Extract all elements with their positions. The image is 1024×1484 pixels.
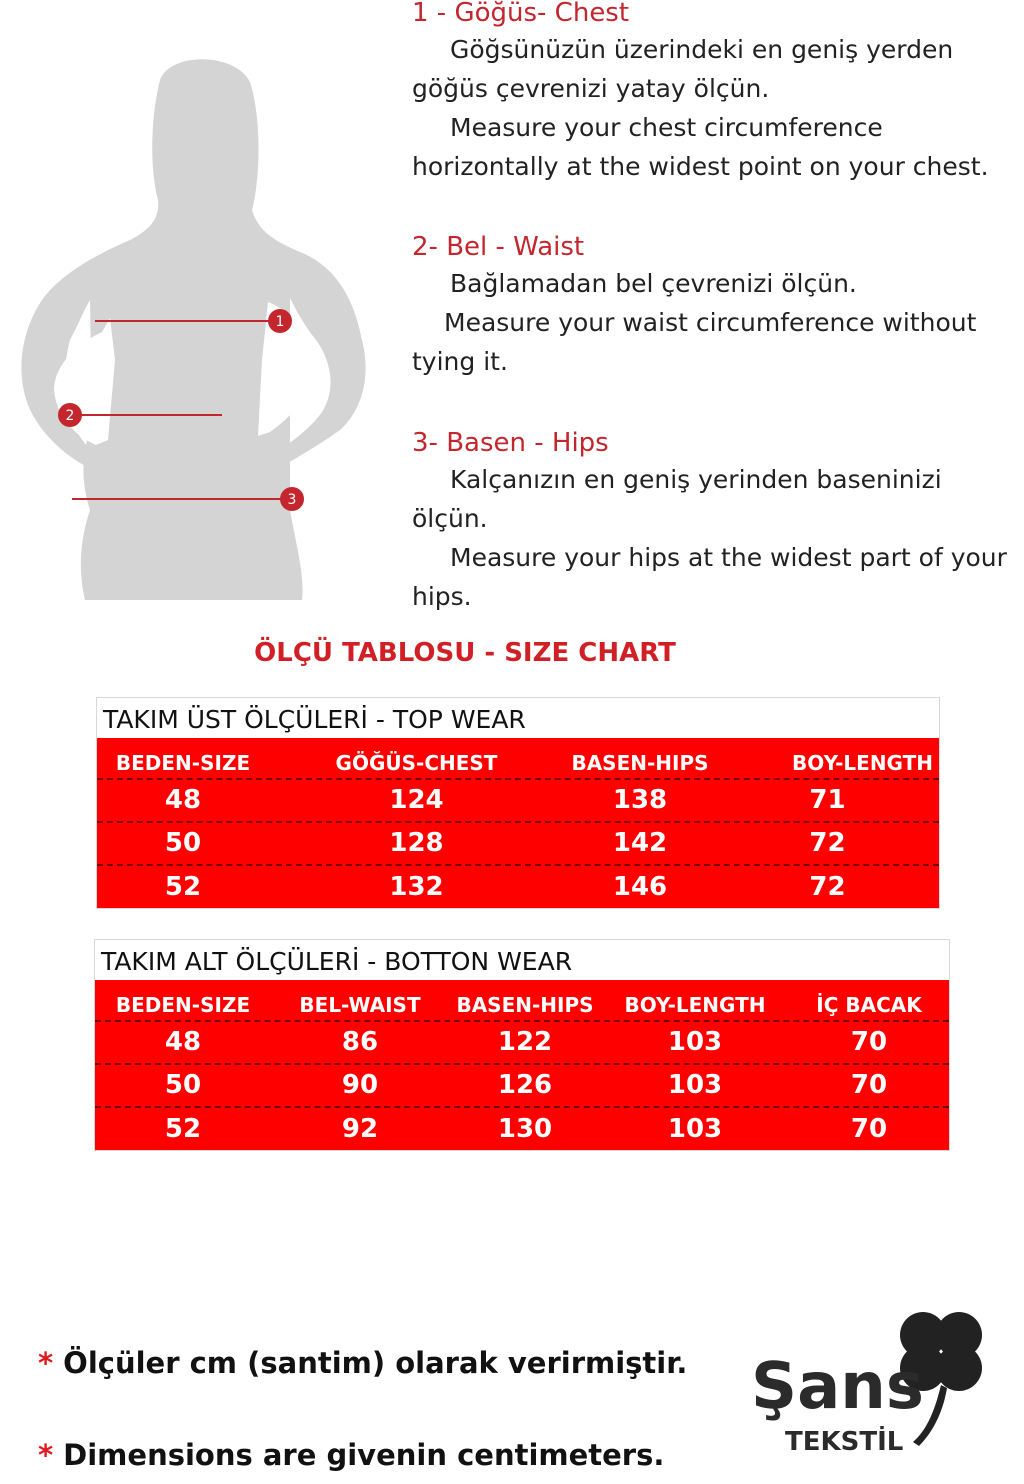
table-cell: 126 (497, 1070, 553, 1100)
table-cell: 103 (667, 1114, 723, 1144)
table-cell: 52 (164, 872, 202, 902)
header-cell: BASEN-HIPS (571, 751, 709, 775)
table-caption: TAKIM ÜST ÖLÇÜLERİ - TOP WEAR (103, 705, 526, 734)
table-cell: 70 (850, 1027, 888, 1057)
section-text-tr: Göğsünüzün üzerindeki en geniş yerden göğüs çevrenizi yatay ölçün. (412, 35, 954, 103)
table-cell: 50 (164, 1070, 202, 1100)
table-cell: 50 (164, 828, 202, 858)
marker-2-label: 2 (65, 408, 75, 424)
table-cell: 71 (809, 785, 846, 815)
table-cell: 132 (389, 872, 444, 902)
header-cell: BEDEN-SIZE (115, 993, 251, 1017)
section-title: 2- Bel - Waist (412, 232, 585, 262)
top-wear-table (96, 697, 940, 909)
section-text-tr: Bağlamadan bel çevrenizi ölçün. (450, 269, 857, 298)
table-cell: 48 (164, 785, 202, 815)
section-text-en: Measure your chest circumference horizontally at the widest point on your chest. (412, 113, 989, 181)
table-cell: 130 (497, 1114, 553, 1144)
table-row (97, 823, 939, 866)
table-cell: 92 (341, 1114, 379, 1144)
body-measurement-figure (10, 40, 380, 600)
table-header-row (95, 980, 949, 1022)
asterisk-icon: * (38, 1346, 54, 1380)
table-cell: 86 (341, 1027, 379, 1057)
note-units-tr (38, 1346, 687, 1380)
header-cell: İÇ BACAK (816, 993, 922, 1017)
table-cell: 103 (667, 1070, 723, 1100)
bottom-wear-table (94, 939, 950, 1151)
table-cell: 124 (389, 785, 444, 815)
table-cell: 90 (341, 1070, 379, 1100)
table-cell: 142 (612, 828, 668, 858)
marker-3-label: 3 (287, 492, 297, 508)
table-cell: 72 (809, 872, 846, 902)
table-row (95, 1065, 949, 1108)
section-text-en: Measure your waist circumference without tying it. (412, 308, 977, 376)
section-title: 3- Basen - Hips (412, 428, 609, 458)
table-cell: 138 (612, 785, 668, 815)
table-row (95, 1108, 949, 1150)
header-cell: BOY-LENGTH (624, 993, 766, 1017)
section-title: 1 - Göğüs- Chest (412, 0, 630, 28)
table-cell: 52 (164, 1114, 202, 1144)
table-header-row (97, 738, 939, 780)
table-caption: TAKIM ALT ÖLÇÜLERİ - BOTTON WEAR (101, 947, 573, 976)
header-cell: BEL-WAIST (299, 993, 421, 1017)
table-cell: 122 (497, 1027, 553, 1057)
table-cell: 70 (850, 1070, 888, 1100)
table-cell: 103 (667, 1027, 723, 1057)
table-cell: 48 (164, 1027, 202, 1057)
table-cell: 72 (809, 828, 846, 858)
table-row (95, 1022, 949, 1065)
header-cell: BASEN-HIPS (456, 993, 594, 1017)
section-text-en: Measure your hips at the widest part of your hips. (412, 543, 1007, 611)
table-row (97, 866, 939, 908)
table-row (97, 780, 939, 823)
marker-1-label: 1 (275, 314, 285, 330)
section-text-tr: Kalçanızın en geniş yerinden baseninizi ölçün. (412, 465, 942, 533)
note-units-en (38, 1438, 664, 1472)
section-chest (412, 0, 1017, 186)
table-cell: 146 (612, 872, 668, 902)
note-text: Ölçüler cm (santim) olarak verirmiştir. (63, 1346, 688, 1380)
asterisk-icon: * (38, 1438, 54, 1472)
logo-sub: TEKSTİL (785, 1427, 904, 1457)
sans-tekstil-logo (745, 1290, 1010, 1480)
note-text: Dimensions are givenin centimeters. (63, 1438, 665, 1472)
section-hips (412, 426, 1017, 616)
header-cell: BOY-LENGTH (792, 751, 933, 775)
silhouette-icon (10, 40, 380, 600)
table-cell: 128 (389, 828, 444, 858)
header-cell: GÖĞÜS-CHEST (335, 751, 498, 775)
header-cell: BEDEN-SIZE (115, 751, 251, 775)
table-cell: 70 (850, 1114, 888, 1144)
logo-brand: Şans (751, 1350, 924, 1424)
section-waist (412, 230, 1017, 381)
size-chart-title: ÖLÇÜ TABLOSU - SIZE CHART (254, 638, 676, 668)
